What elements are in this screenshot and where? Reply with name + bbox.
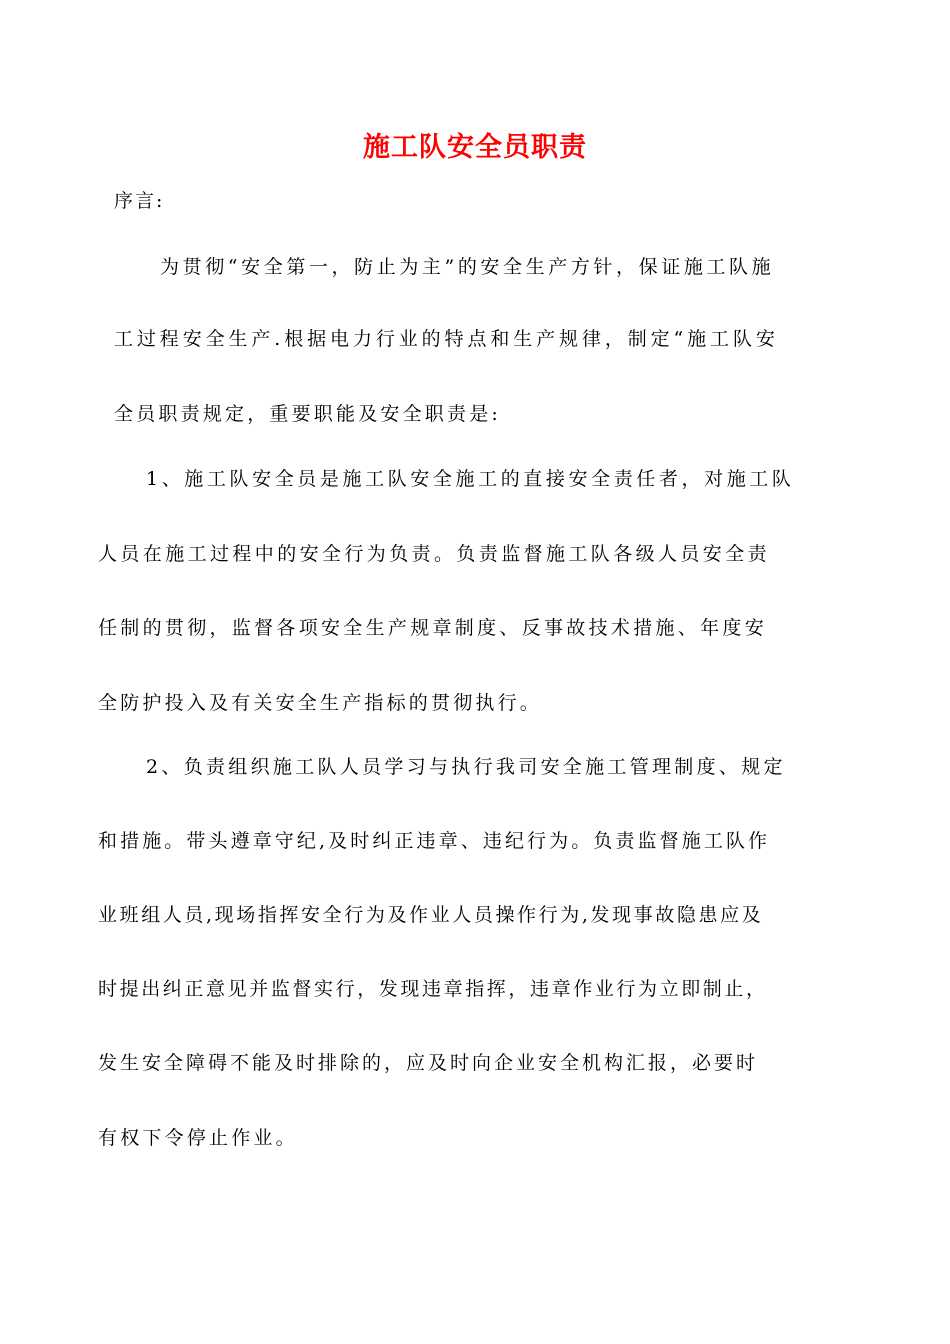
text-line-3: 全员职责规定，重要职能及安全职责是: <box>114 403 502 425</box>
text-line-12: 发生安全障碍不能及时排除的，应及时向企业安全机构汇报，必要时 <box>98 1052 759 1074</box>
text-line-10: 业班组人员,现场指挥安全行为及作业人员操作行为,发现事故隐患应及 <box>98 904 764 926</box>
text-line-1: 为贯彻“安全第一，防止为主”的安全生产方针，保证施工队施 <box>160 256 775 278</box>
text-line-2: 工过程安全生产.根据电力行业的特点和生产规律，制定“施工队安 <box>114 328 779 350</box>
text-line-9: 和措施。带头遵章守纪,及时纠正违章、违纪行为。负责监督施工队作 <box>98 830 771 852</box>
text-line-4: 1、施工队安全员是施工队安全施工的直接安全责任者，对施工队 <box>146 468 795 490</box>
text-line-11: 时提出纠正意见并监督实行，发现违章指挥，违章作业行为立即制止， <box>98 978 768 1000</box>
page-title: 施工队安全员职责 <box>363 132 587 163</box>
text-line-6: 任制的贯彻，监督各项安全生产规章制度、反事故技术措施、年度安 <box>98 617 768 639</box>
text-line-8: 2、负责组织施工队人员学习与执行我司安全施工管理制度、规定 <box>146 756 786 778</box>
text-line-5: 人员在施工过程中的安全行为负责。负责监督施工队各级人员安全责 <box>98 543 771 565</box>
text-line-13: 有权下令停止作业。 <box>98 1127 298 1149</box>
preface-label: 序言: <box>114 190 165 212</box>
text-line-7: 全防护投入及有关安全生产指标的贯彻执行。 <box>98 692 543 714</box>
